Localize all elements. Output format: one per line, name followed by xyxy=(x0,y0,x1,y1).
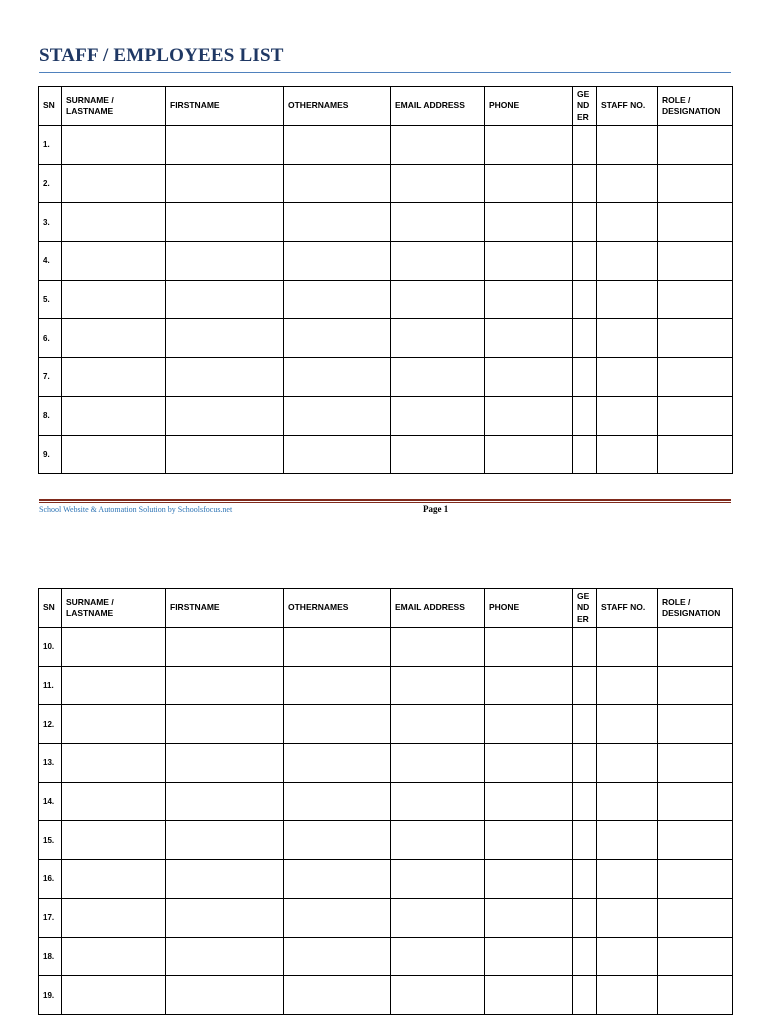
table-row xyxy=(39,782,733,821)
gender-cell xyxy=(573,782,597,821)
table-row xyxy=(39,744,733,783)
role-cell xyxy=(658,319,733,358)
othernames-cell xyxy=(284,435,391,474)
table-row xyxy=(39,164,733,203)
surname-cell xyxy=(62,898,166,937)
email-cell xyxy=(391,937,485,976)
firstname-cell xyxy=(166,164,284,203)
column-header-sn: SN xyxy=(39,87,62,126)
surname-cell xyxy=(62,860,166,899)
email-cell xyxy=(391,860,485,899)
title-underline xyxy=(39,72,731,73)
sn-cell: 5. xyxy=(39,280,62,319)
othernames-cell xyxy=(284,744,391,783)
phone-cell xyxy=(485,782,573,821)
phone-cell xyxy=(485,898,573,937)
table-header-row xyxy=(39,87,733,126)
column-header-firstname: FIRSTNAME xyxy=(166,589,284,628)
staff-no-cell xyxy=(597,435,658,474)
sn-cell: 19. xyxy=(39,976,62,1015)
role-cell xyxy=(658,782,733,821)
staff-table-page-1 xyxy=(38,86,733,474)
sn-cell: 10. xyxy=(39,628,62,667)
firstname-cell xyxy=(166,280,284,319)
staff-no-cell xyxy=(597,628,658,667)
phone-cell xyxy=(485,203,573,242)
surname-cell xyxy=(62,435,166,474)
table-row xyxy=(39,860,733,899)
column-header-staff-no: STAFF NO. xyxy=(597,87,658,126)
footer-page-number: Page 1 xyxy=(423,504,449,514)
gender-cell xyxy=(573,358,597,397)
sn-cell: 2. xyxy=(39,164,62,203)
othernames-cell xyxy=(284,396,391,435)
table-row xyxy=(39,628,733,667)
surname-cell xyxy=(62,628,166,667)
othernames-cell xyxy=(284,937,391,976)
role-cell xyxy=(658,164,733,203)
gender-cell xyxy=(573,126,597,165)
firstname-cell xyxy=(166,744,284,783)
email-cell xyxy=(391,396,485,435)
surname-cell xyxy=(62,976,166,1015)
phone-cell xyxy=(485,435,573,474)
table-row xyxy=(39,705,733,744)
phone-cell xyxy=(485,628,573,667)
phone-cell xyxy=(485,319,573,358)
staff-no-cell xyxy=(597,126,658,165)
surname-cell xyxy=(62,242,166,281)
column-header-surname: SURNAME / LASTNAME xyxy=(62,589,166,628)
table-row xyxy=(39,898,733,937)
firstname-cell xyxy=(166,860,284,899)
role-cell xyxy=(658,242,733,281)
role-cell xyxy=(658,280,733,319)
footer-rule xyxy=(39,499,731,501)
surname-cell xyxy=(62,705,166,744)
email-cell xyxy=(391,976,485,1015)
email-cell xyxy=(391,242,485,281)
table-row xyxy=(39,976,733,1015)
firstname-cell xyxy=(166,319,284,358)
email-cell xyxy=(391,744,485,783)
email-cell xyxy=(391,628,485,667)
phone-cell xyxy=(485,396,573,435)
email-cell xyxy=(391,435,485,474)
surname-cell xyxy=(62,937,166,976)
othernames-cell xyxy=(284,358,391,397)
othernames-cell xyxy=(284,164,391,203)
table-row xyxy=(39,937,733,976)
staff-no-cell xyxy=(597,396,658,435)
column-header-email: EMAIL ADDRESS xyxy=(391,87,485,126)
staff-no-cell xyxy=(597,280,658,319)
othernames-cell xyxy=(284,782,391,821)
firstname-cell xyxy=(166,976,284,1015)
column-header-othernames: OTHERNAMES xyxy=(284,87,391,126)
firstname-cell xyxy=(166,126,284,165)
column-header-staff-no: STAFF NO. xyxy=(597,589,658,628)
email-cell xyxy=(391,705,485,744)
phone-cell xyxy=(485,242,573,281)
surname-cell xyxy=(62,782,166,821)
firstname-cell xyxy=(166,628,284,667)
staff-no-cell xyxy=(597,782,658,821)
othernames-cell xyxy=(284,860,391,899)
role-cell xyxy=(658,628,733,667)
column-header-email: EMAIL ADDRESS xyxy=(391,589,485,628)
column-header-gender: GE ND ER xyxy=(573,87,597,126)
othernames-cell xyxy=(284,628,391,667)
gender-cell xyxy=(573,435,597,474)
table-row xyxy=(39,435,733,474)
staff-no-cell xyxy=(597,821,658,860)
staff-no-cell xyxy=(597,358,658,397)
sn-cell: 17. xyxy=(39,898,62,937)
footer-rule-thin xyxy=(39,502,731,503)
othernames-cell xyxy=(284,280,391,319)
sn-cell: 8. xyxy=(39,396,62,435)
phone-cell xyxy=(485,666,573,705)
firstname-cell xyxy=(166,705,284,744)
role-cell xyxy=(658,203,733,242)
email-cell xyxy=(391,666,485,705)
othernames-cell xyxy=(284,126,391,165)
firstname-cell xyxy=(166,937,284,976)
email-cell xyxy=(391,319,485,358)
table-header-row xyxy=(39,589,733,628)
email-cell xyxy=(391,358,485,397)
gender-cell xyxy=(573,242,597,281)
table-row xyxy=(39,242,733,281)
surname-cell xyxy=(62,821,166,860)
othernames-cell xyxy=(284,319,391,358)
staff-table-page-2 xyxy=(38,588,733,1015)
phone-cell xyxy=(485,280,573,319)
sn-cell: 4. xyxy=(39,242,62,281)
staff-no-cell xyxy=(597,666,658,705)
gender-cell xyxy=(573,280,597,319)
sn-cell: 7. xyxy=(39,358,62,397)
phone-cell xyxy=(485,744,573,783)
role-cell xyxy=(658,860,733,899)
column-header-gender: GE ND ER xyxy=(573,589,597,628)
role-cell xyxy=(658,126,733,165)
gender-cell xyxy=(573,319,597,358)
role-cell xyxy=(658,666,733,705)
role-cell xyxy=(658,435,733,474)
phone-cell xyxy=(485,821,573,860)
footer-credit: School Website & Automation Solution by Schoolsfocus.net xyxy=(39,505,233,514)
surname-cell xyxy=(62,280,166,319)
role-cell xyxy=(658,821,733,860)
column-header-role: ROLE / DESIGNATION xyxy=(658,589,733,628)
firstname-cell xyxy=(166,242,284,281)
surname-cell xyxy=(62,396,166,435)
table-row xyxy=(39,396,733,435)
surname-cell xyxy=(62,744,166,783)
sn-cell: 9. xyxy=(39,435,62,474)
gender-cell xyxy=(573,744,597,783)
surname-cell xyxy=(62,126,166,165)
email-cell xyxy=(391,821,485,860)
firstname-cell xyxy=(166,782,284,821)
email-cell xyxy=(391,898,485,937)
role-cell xyxy=(658,358,733,397)
column-header-othernames: OTHERNAMES xyxy=(284,589,391,628)
role-cell xyxy=(658,396,733,435)
othernames-cell xyxy=(284,666,391,705)
column-header-role: ROLE / DESIGNATION xyxy=(658,87,733,126)
firstname-cell xyxy=(166,396,284,435)
table-row xyxy=(39,358,733,397)
staff-no-cell xyxy=(597,898,658,937)
column-header-phone: PHONE xyxy=(485,589,573,628)
sn-cell: 12. xyxy=(39,705,62,744)
gender-cell xyxy=(573,860,597,899)
othernames-cell xyxy=(284,203,391,242)
page-title: STAFF / EMPLOYEES LIST xyxy=(39,45,284,66)
firstname-cell xyxy=(166,435,284,474)
surname-cell xyxy=(62,358,166,397)
sn-cell: 3. xyxy=(39,203,62,242)
gender-cell xyxy=(573,396,597,435)
table-row xyxy=(39,126,733,165)
role-cell xyxy=(658,705,733,744)
table-row xyxy=(39,666,733,705)
firstname-cell xyxy=(166,898,284,937)
role-cell xyxy=(658,898,733,937)
gender-cell xyxy=(573,164,597,203)
sn-cell: 1. xyxy=(39,126,62,165)
staff-no-cell xyxy=(597,319,658,358)
email-cell xyxy=(391,782,485,821)
column-header-surname: SURNAME / LASTNAME xyxy=(62,87,166,126)
staff-no-cell xyxy=(597,705,658,744)
gender-cell xyxy=(573,203,597,242)
email-cell xyxy=(391,203,485,242)
email-cell xyxy=(391,164,485,203)
phone-cell xyxy=(485,164,573,203)
gender-cell xyxy=(573,666,597,705)
othernames-cell xyxy=(284,898,391,937)
role-cell xyxy=(658,744,733,783)
firstname-cell xyxy=(166,666,284,705)
othernames-cell xyxy=(284,705,391,744)
sn-cell: 6. xyxy=(39,319,62,358)
table-row xyxy=(39,280,733,319)
staff-no-cell xyxy=(597,203,658,242)
firstname-cell xyxy=(166,358,284,397)
sn-cell: 15. xyxy=(39,821,62,860)
sn-cell: 14. xyxy=(39,782,62,821)
othernames-cell xyxy=(284,242,391,281)
surname-cell xyxy=(62,203,166,242)
staff-no-cell xyxy=(597,937,658,976)
firstname-cell xyxy=(166,821,284,860)
sn-cell: 11. xyxy=(39,666,62,705)
staff-no-cell xyxy=(597,860,658,899)
role-cell xyxy=(658,937,733,976)
phone-cell xyxy=(485,126,573,165)
sn-cell: 18. xyxy=(39,937,62,976)
surname-cell xyxy=(62,666,166,705)
column-header-firstname: FIRSTNAME xyxy=(166,87,284,126)
staff-no-cell xyxy=(597,242,658,281)
othernames-cell xyxy=(284,976,391,1015)
column-header-sn: SN xyxy=(39,589,62,628)
email-cell xyxy=(391,126,485,165)
table-row xyxy=(39,203,733,242)
gender-cell xyxy=(573,976,597,1015)
table-row xyxy=(39,319,733,358)
sn-cell: 16. xyxy=(39,860,62,899)
othernames-cell xyxy=(284,821,391,860)
role-cell xyxy=(658,976,733,1015)
surname-cell xyxy=(62,319,166,358)
sn-cell: 13. xyxy=(39,744,62,783)
phone-cell xyxy=(485,705,573,744)
gender-cell xyxy=(573,821,597,860)
table-row xyxy=(39,821,733,860)
staff-no-cell xyxy=(597,164,658,203)
phone-cell xyxy=(485,976,573,1015)
phone-cell xyxy=(485,860,573,899)
gender-cell xyxy=(573,628,597,667)
staff-no-cell xyxy=(597,976,658,1015)
email-cell xyxy=(391,280,485,319)
phone-cell xyxy=(485,937,573,976)
phone-cell xyxy=(485,358,573,397)
column-header-phone: PHONE xyxy=(485,87,573,126)
gender-cell xyxy=(573,937,597,976)
gender-cell xyxy=(573,705,597,744)
gender-cell xyxy=(573,898,597,937)
staff-no-cell xyxy=(597,744,658,783)
firstname-cell xyxy=(166,203,284,242)
surname-cell xyxy=(62,164,166,203)
